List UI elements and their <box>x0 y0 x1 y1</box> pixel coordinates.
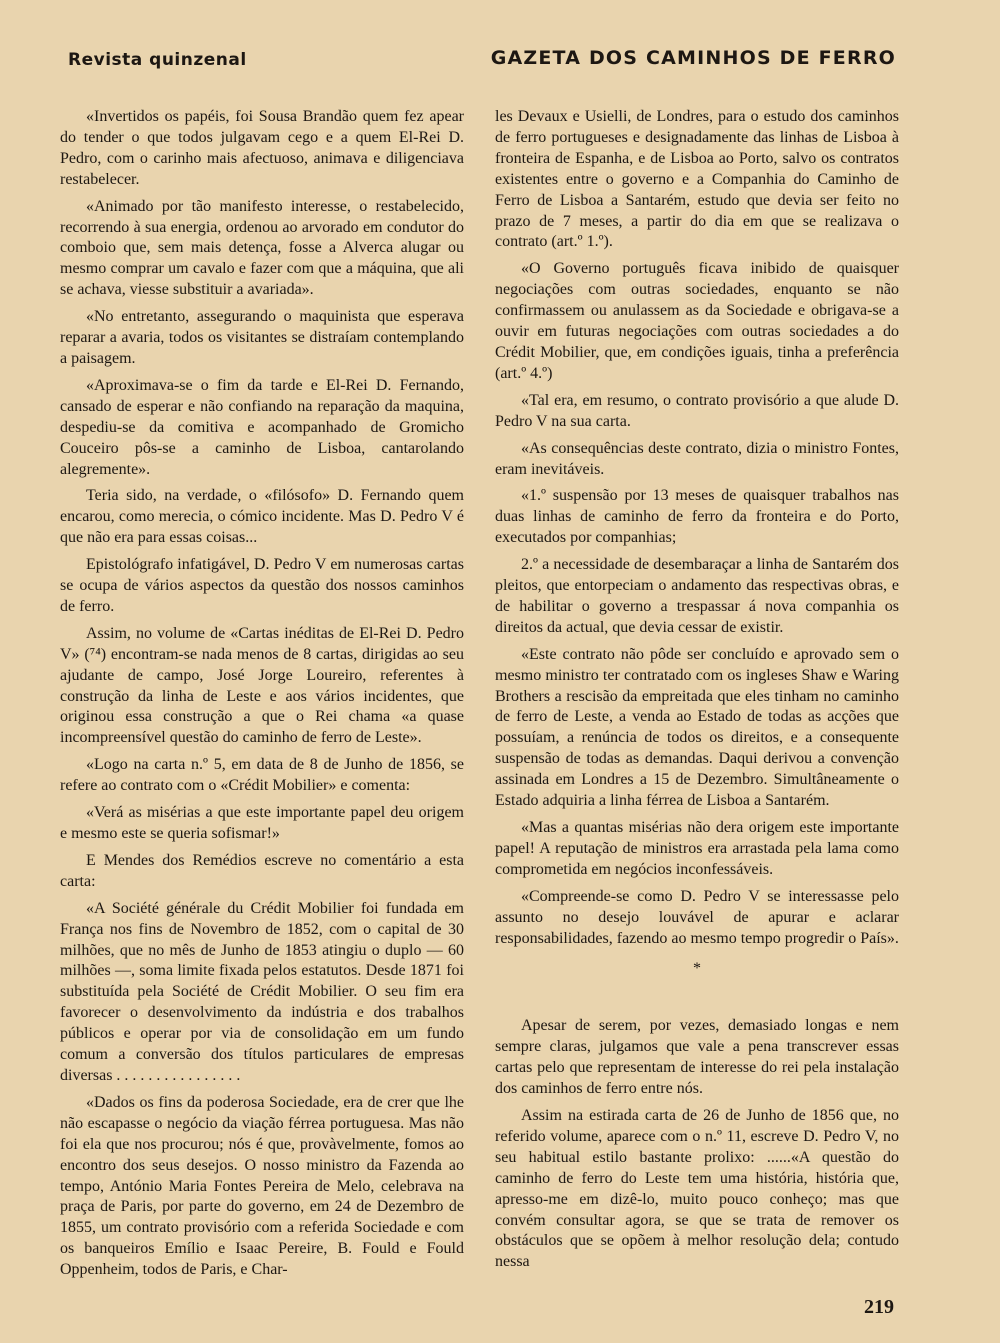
paragraph: 2.º a necessidade de desembaraçar a linha de Santarém dos pleitos, que entorpeciam o andamento das respectivas obras, e de habilitar o governo a trespassar á nova companhia os direitos da actual, que devia cessar de existir. <box>495 556 899 636</box>
running-header-left: Revista quinzenal <box>68 50 247 70</box>
paragraph: Teria sido, na verdade, o «filósofo» D. Fernando quem encarou, como merecia, o cómico incidente. Mas D. Pedro V é que não era para essas coisas... <box>60 487 464 547</box>
paragraph: «Aproximava-se o fim da tarde e El-Rei D. Fernando, cansado de esperar e não confiando na reparação da maquina, despediu-se da comitiva e acompanhado de Gromicho Couceiro pôs-se a caminho de Lisboa, cantarolando alegremente». <box>60 376 464 478</box>
page-number: 219 <box>864 1296 894 1318</box>
paragraph: «Logo na carta n.º 5, em data de 8 de Junho de 1856, se refere ao contrato com o «Crédit Mobilier» e comenta: <box>60 756 464 795</box>
paragraph: «1.º suspensão por 13 meses de quaisquer trabalhos nas duas linhas de caminho de ferro da fronteira e do Porto, executados por companhias; <box>495 487 899 547</box>
paragraph: Assim, no volume de «Cartas inéditas de El-Rei D. Pedro V» (⁷⁴) encontram-se nada menos de 8 cartas, dirigidas ao seu ajudante de campo, José Jorge Loureiro, referentes à construção da linha de Leste e aos vários incidentes, que originou essa construção a que o Rei chama «a quase incompreensível questão do caminho de ferro de Leste». <box>60 624 464 747</box>
paragraph: Epistológrafo infatigável, D. Pedro V em numerosas cartas se ocupa de vários aspectos da questão dos nossos caminhos de ferro. <box>60 556 464 615</box>
paragraph: les Devaux e Usielli, de Londres, para o estudo dos caminhos de ferro portugueses e designadamente das linhas de Lisboa à fronteira de Espanha, e de Lisboa ao Porto, salvo os contratos existentes entre o governo e a Companhia do Caminho de Ferro de Lisboa a Santarém, estudo que devia ser feito no prazo de 7 meses, a partir do dia em que se realizava o contrato (art.º 1.º). <box>495 108 899 251</box>
paragraph: «No entretanto, assegurando o maquinista que esperava reparar a avaria, todos os visitantes se distraíam contemplando a paisagem. <box>60 308 464 367</box>
paragraph: «Mas a quantas misérias não dera origem este importante papel! A reputação de ministros era arrastada pela lama como comprometida em negócios inconfessáveis. <box>495 819 899 878</box>
running-header-title: GAZETA DOS CAMINHOS DE FERRO <box>490 47 896 69</box>
paragraph: «Animado por tão manifesto interesse, o restabelecido, recorrendo à sua energia, ordenou ao arvorado em condutor do comboio que, sem mais detença, fosse a Alverca alugar ou mesmo comprar um cavalo e fazer com que a máquina, que ali se achava, viesse substituir a avariada». <box>60 197 464 299</box>
paragraph: Apesar de serem, por vezes, demasiado longas e nem sempre claras, julgamos que vale a pena transcrever essas cartas pelo que representam de interesse do rei pela instalação dos caminhos de ferro entre nós. <box>495 1017 899 1098</box>
paragraph: «Invertidos os papéis, foi Sousa Brandão quem fez apear do tender o que todos julgavam cego e a quem El-Rei D. Pedro, com o carinho mais afectuoso, animava e diligenciava restabelecer. <box>60 108 464 188</box>
paragraph: «A Société générale du Crédit Mobilier foi fundada em França nos fins de Novembro de 1852, com o capital de 30 milhões, que no mês de Junho de 1853 atingiu o duplo — 60 milhões —, soma limite fixada pelos estatutos. Desde 1871 foi substituída pela Société de Crédit Mobilier. O seu fim era favorecer o desenvolvimento da indústria e dos trabalhos públicos e operar por via de consolidação em um fundo comum a conversão dos títulos particulares de empresas diversas . . . . . . . . . . . . . . . . <box>60 899 464 1084</box>
paragraph: «As consequências deste contrato, dizia o ministro Fontes, eram inevitáveis. <box>495 439 899 478</box>
paragraph: «Tal era, em resumo, o contrato provisório a que alude D. Pedro V na sua carta. <box>495 391 899 430</box>
text-column-left <box>60 107 464 1287</box>
paragraph: Assim na estirada carta de 26 de Junho de 1856 que, no referido volume, aparece com o n.º 11, escreve D. Pedro V, no seu habitual estilo bastante prolixo: ......«A questão do caminho de ferro do Leste tem uma história, história que, apresso-me em dizê-lo, muito pouco conheço; mas que convém consultar agora, se que se trata de remover os obstáculos que se opõem à melhor resolução dela; contudo nessa <box>495 1106 899 1271</box>
paragraph: «Dados os fins da poderosa Sociedade, era de crer que lhe não escapasse o negócio da viação férrea portuguesa. Mas não foi ela que nos procurou; nós é que, provàvelmente, fomos ao encontro dos seus desejos. O nosso ministro da Fazenda ao tempo, António Maria Fontes Pereira de Melo, celebrava na praça de Paris, por parte do governo, em 24 de Dezembro de 1855, um contrato provisório com a referida Sociedade e com os banqueiros Emílio e Isaac Pereire, B. Fould e Fould Oppenheim, todos de Paris, e Char- <box>60 1093 464 1279</box>
section-separator: * <box>693 960 701 978</box>
paragraph: «Compreende-se como D. Pedro V se interessasse pelo assunto no desejo louvável de apurar e aclarar responsabilidades, fazendo ao mesmo tempo progredir o País». <box>495 887 899 947</box>
paragraph: «O Governo português ficava inibido de quaisquer negociações com outras sociedades, enquanto se não confirmassem ou anulassem as da Sociedade e obrigava-se a ouvir em futuras negociações com outras sociedades a do Crédit Mobilier, que, em condições iguais, tinha a preferência (art.º 4.º) <box>495 260 899 382</box>
paragraph: «Verá as misérias a que este importante papel deu origem e mesmo este se queria sofismar!» <box>60 804 464 842</box>
text-column-right <box>495 107 899 1279</box>
paragraph: E Mendes dos Remédios escreve no comentário a esta carta: <box>60 851 464 890</box>
paragraph: «Este contrato não pôde ser concluído e aprovado sem o mesmo ministro ter contratado com os ingleses Shaw e Waring Brothers a rescisão da empreitada que eles tinham no caminho de ferro de Leste, a venda ao Estado de todas as acções que possuíam, a renúncia de todos os direitos, e a consequente suspensão de todas as demandas. Daqui derivou a convenção assinada em Londres a 15 de Dezembro. Simultâneamente o Estado adquiria a linha férrea de Lisboa a Santarém. <box>495 645 899 810</box>
